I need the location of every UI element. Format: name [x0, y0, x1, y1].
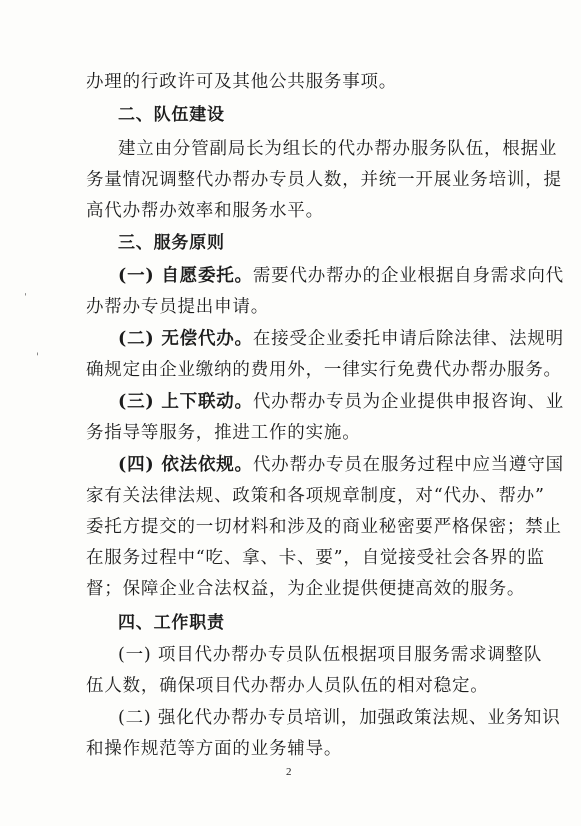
- principle-item: [118, 327, 564, 351]
- section-heading: 四、工作职责: [118, 613, 225, 633]
- paragraph-line: 伍人数，确保项目代办帮办人员队伍的相对稳定。: [86, 676, 489, 696]
- principle-text: 代办帮办专员为企业提供申报咨询、业: [252, 392, 564, 412]
- paragraph-line: 督；保障企业合法权益，为企业提供便捷高效的服务。: [86, 579, 526, 599]
- principle-label: (四) 依法依规。: [118, 455, 253, 475]
- paragraph-line: 确规定由企业缴纳的费用外，一律实行免费代办帮办服务。: [86, 360, 562, 380]
- principle-item: [118, 264, 564, 288]
- paragraph-line: (二) 强化代办帮办专员培训，加强政策法规、业务知识: [118, 708, 561, 728]
- paragraph-line: 委托方提交的一切材料和涉及的商业秘密要严格保密；禁止: [86, 517, 562, 537]
- principle-label: (二) 无偿代办。: [118, 329, 253, 349]
- section-heading: 二、队伍建设: [118, 105, 225, 125]
- principle-text: 在接受企业委托申请后除法律、法规明: [252, 329, 564, 349]
- principle-text: 需要代办帮办的企业根据自身需求向代: [252, 266, 564, 286]
- section-heading: 三、服务原则: [118, 233, 225, 253]
- principle-item: [118, 390, 564, 414]
- scan-mark: ': [36, 352, 39, 363]
- paragraph-line: 家有关法律法规、政策和各项规章制度，对“代办、帮办”: [86, 486, 545, 506]
- page-number: 2: [286, 766, 292, 778]
- principle-text: 代办帮办专员在服务过程中应当遵守国: [252, 455, 564, 475]
- paragraph-line: (一) 项目代办帮办专员队伍根据项目服务需求调整队: [118, 645, 543, 665]
- intro-line: 办理的行政许可及其他公共服务事项。: [86, 72, 398, 92]
- paragraph-line: 在服务过程中“吃、拿、卡、要”，自觉接受社会各界的监: [86, 548, 545, 568]
- scan-mark: ˌ: [24, 286, 27, 297]
- principle-label: (三) 上下联动。: [118, 392, 253, 412]
- paragraph-line: 务量情况调整代办帮办专员人数，并统一开展业务培训，提: [86, 170, 562, 190]
- principle-label: (一) 自愿委托。: [118, 266, 253, 286]
- paragraph-line: 建立由分管副局长为组长的代办帮办服务队伍，根据业: [118, 139, 558, 159]
- principle-item: [118, 453, 564, 477]
- paragraph-line: 和操作规范等方面的业务辅导。: [86, 739, 343, 759]
- paragraph-line: 务指导等服务，推进工作的实施。: [86, 423, 361, 443]
- paragraph-line: 高代办帮办效率和服务水平。: [86, 201, 324, 221]
- paragraph-line: 办帮办专员提出申请。: [86, 297, 269, 317]
